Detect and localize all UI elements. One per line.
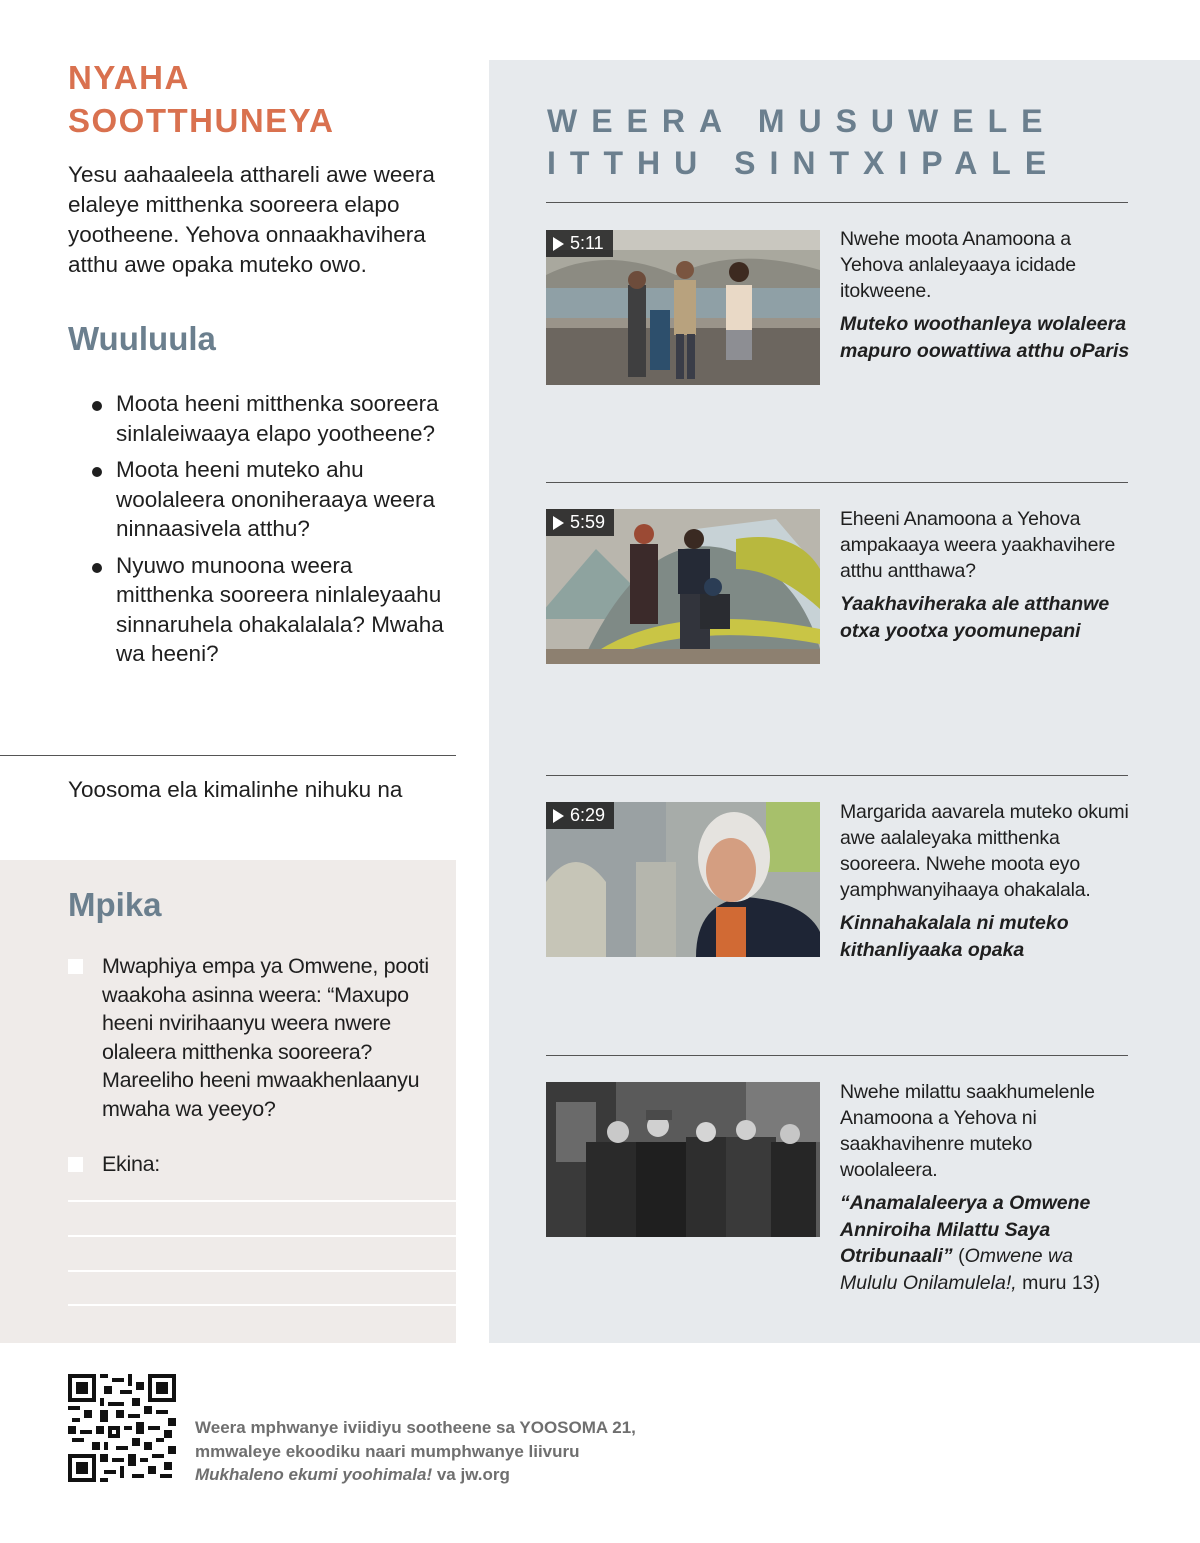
article-description: Nwehe milattu saakhumelenle Anamoona a Yehova ni saakhavihenre muteko woolaleera. [840, 1081, 1095, 1181]
video-thumbnail[interactable] [546, 230, 820, 385]
studied-date-line: Yoosoma ela kimalinhe nihuku na [68, 777, 403, 802]
play-icon [553, 516, 564, 530]
review-item [68, 455, 453, 544]
video-duration-badge [546, 802, 614, 829]
divider [546, 1055, 1128, 1056]
footer-book-title: Mukhaleno ekumi yoohimala! [195, 1465, 433, 1484]
goal-title: Mpika [68, 886, 162, 923]
review-item-text: Nyuwo munoona weera mitthenka sooreera ninlaleyaahu sinnaruhela ohakalalala? Mwaha wa heeni? [116, 552, 444, 666]
footer-text [195, 1416, 715, 1487]
video-duration: 5:11 [570, 233, 604, 253]
checkbox[interactable] [68, 959, 83, 974]
historical-group-photo-image [546, 1082, 820, 1237]
video-description: Nwehe moota Anamoona a Yehova anlaleyaaya icidade itokweene. [840, 228, 1076, 302]
play-icon [553, 809, 564, 823]
divider [0, 755, 456, 756]
goal-item-other[interactable] [68, 1150, 433, 1179]
video-duration: 5:59 [570, 512, 606, 532]
video-info [840, 226, 1130, 364]
review-item [68, 551, 453, 669]
article-info [840, 1079, 1130, 1296]
video-title[interactable]: Yaakhaviheraka ale atthanwe otxa yootxa yoomunepani [840, 593, 1110, 642]
video-description: Eheeni Anamoona a Yehova ampakaaya weera yaakhavihere atthu antthawa? [840, 508, 1116, 582]
divider [546, 775, 1128, 776]
review-item [68, 389, 453, 448]
footer-line-1: Weera mphwanye iviidiyu sootheene sa YOOSOMA 21, [195, 1418, 636, 1437]
remember-title: NYAHA SOOTTHUNEYA [68, 59, 335, 139]
article-source-book: Omwene wa Mululu Onilamulela!, [840, 1245, 1073, 1294]
review-title: Wuuluula [68, 320, 216, 357]
video-description: Margarida aavarela muteko okumi awe aalaleyaka mitthenka sooreera. Nwehe moota eyo yamphwanyihaaya ohakalala. [840, 801, 1129, 901]
bullet-icon [92, 467, 102, 477]
article-source-open: ( [952, 1245, 965, 1267]
write-in-line[interactable] [68, 1270, 456, 1272]
checkbox[interactable] [68, 1157, 83, 1172]
video-title[interactable]: Muteko woothanleya wolaleera mapuro oowattiwa atthu oParis [840, 313, 1130, 362]
divider [546, 482, 1128, 483]
goal-item-text: Ekina: [102, 1152, 160, 1176]
article-source-chapter: muru 13) [1016, 1271, 1101, 1294]
video-title[interactable]: Kinnahakalala ni muteko kithanliyaaka opaka [840, 912, 1069, 961]
review-item-text: Moota heeni muteko ahu woolaleera ononiheraaya weera ninnaasivela atthu? [116, 457, 435, 541]
video-thumbnail[interactable] [546, 802, 820, 957]
video-info [840, 506, 1130, 644]
divider [546, 202, 1128, 203]
review-list [68, 389, 453, 676]
article-thumbnail[interactable] [546, 1082, 820, 1237]
goal-panel [0, 860, 456, 1343]
write-in-line[interactable] [68, 1235, 456, 1237]
learn-more-title: WEERA MUSUWELE ITTHU SINTXIPALE [547, 103, 1061, 181]
video-info [840, 799, 1130, 963]
footer-site[interactable]: va jw.org [432, 1465, 510, 1484]
review-item-text: Moota heeni mitthenka sooreera sinlaleiwaaya elapo yootheene? [116, 391, 439, 446]
video-thumbnail[interactable] [546, 509, 820, 664]
play-icon [553, 237, 564, 251]
video-duration-badge [546, 509, 614, 536]
qr-code-icon[interactable] [68, 1374, 176, 1482]
goal-item[interactable] [68, 952, 433, 1123]
video-duration: 6:29 [570, 805, 606, 825]
article-title[interactable] [840, 1190, 1130, 1296]
write-in-line[interactable] [68, 1304, 456, 1306]
footer-line-2: mmwaleye ekoodiku naari mumphwanye liivuru [195, 1441, 580, 1461]
learn-more-panel [489, 60, 1200, 1343]
bullet-icon [92, 563, 102, 573]
write-in-line[interactable] [68, 1200, 456, 1202]
video-duration-badge [546, 230, 613, 257]
goal-item-text: Mwaphiya empa ya Omwene, pooti waakoha asinna weera: “Maxupo heeni nvirihaanyu weera nwere olaleera mitthenka sooreera? Mareeliho heeni mwaakhenlaanyu mwaha wa yeeyo? [102, 954, 429, 1121]
article-title-text: “Anamalaleerya a Omwene Anniroiha Milattu Saya Otribunaali” [840, 1192, 1091, 1267]
bullet-icon [92, 401, 102, 411]
remember-body: Yesu aahaaleela atthareli awe weera elaleye mitthenka sooreera elapo yootheene. Yehova onnaakhavihera atthu awe opaka muteko owo. [68, 162, 435, 277]
